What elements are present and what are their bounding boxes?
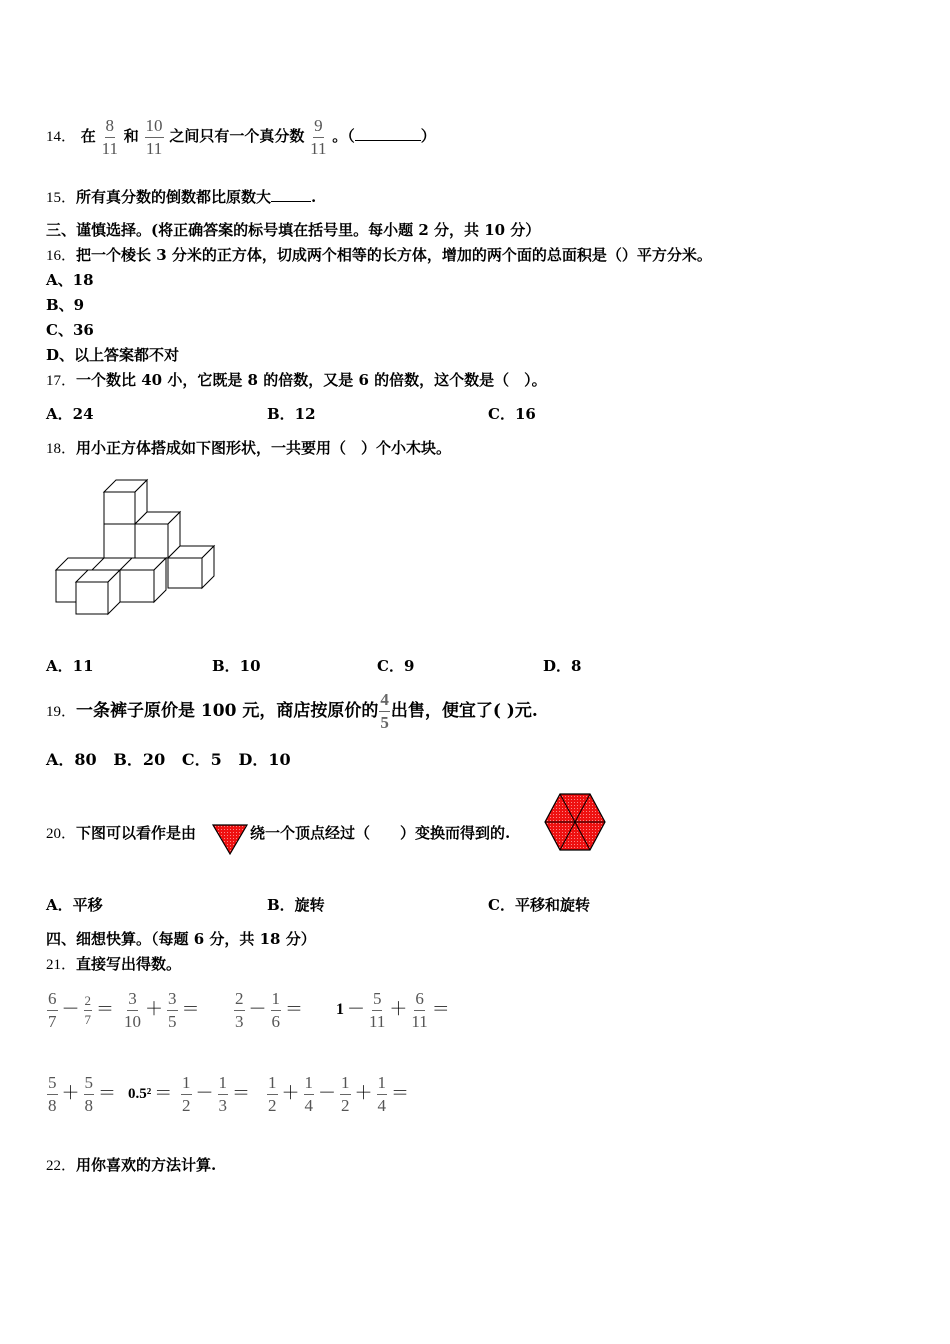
q18-option-d[interactable]: D．8 [543, 657, 582, 675]
q14-text-1: 在 [80, 127, 96, 145]
q14-line [46, 114, 436, 159]
frac-1-2-a: $\frac{1}{2}$ [182, 1072, 191, 1115]
frac-1-4-b: $\frac{1}{4}$ [377, 1072, 386, 1115]
q19-frac-denominator: 5 [380, 713, 389, 732]
frac-5-11: $\frac{5}{11}$ [369, 988, 386, 1031]
q21-line [46, 954, 181, 975]
frac-1-6: $\frac{1}{6}$ [271, 988, 280, 1031]
q16-option-b[interactable]: B、9 [46, 296, 85, 314]
q19-option-d[interactable]: D．10 [238, 750, 291, 769]
q18-option-b[interactable]: B．10 [212, 657, 261, 675]
q20-option-a[interactable]: A．平移 [46, 896, 103, 914]
q20-text-left [46, 823, 196, 844]
q21-text: 直接写出得数。 [76, 955, 182, 973]
q14-text-5: ） [420, 127, 436, 145]
frac-5-8-b: $\frac{5}{8}$ [84, 1072, 93, 1115]
frac-1-2-b: $\frac{1}{2}$ [268, 1072, 277, 1115]
q18-text: 用小正方体搭成如下图形状，一共要用（ ）个小木块。 [76, 439, 452, 457]
q19-number: 19． [46, 704, 77, 720]
q16-option-c[interactable]: C、36 [46, 321, 94, 339]
q18-number: 18． [46, 441, 77, 457]
q19-frac-numerator: 4 [379, 691, 390, 712]
q21-expr-2: $\frac{3}{10}$ ＋ $\frac{3}{5}$ ＝ [124, 988, 200, 1031]
q14-text-2: 和 [123, 127, 139, 145]
q17-line [46, 370, 547, 391]
q14-text-3: 之间只有一个真分数 [169, 127, 305, 145]
q19-text-1: 一条裤子原价是 100 元，商店按原价的 [76, 701, 379, 721]
q19-line [46, 688, 538, 735]
q20-text-right [250, 823, 510, 843]
q14-fraction-9-11 [310, 117, 326, 158]
q20-text-2: 绕一个顶点经过（ ）变换而得到的. [250, 824, 511, 842]
q19-option-c[interactable]: C．5 [181, 750, 222, 769]
q22-number: 22． [46, 1158, 77, 1174]
frac-2-7: $\frac{2}{7}$ [84, 992, 91, 1027]
q17-number: 17． [46, 373, 77, 389]
q16-line [46, 245, 712, 266]
q14-f2-numerator: 10 [145, 117, 164, 138]
q15-end: . [311, 188, 317, 206]
section3-title: 三、谨慎选择。(将正确答案的标号填在括号里。每小题 2 分，共 10 分） [46, 221, 541, 239]
q16-option-d[interactable]: D、以上答案都不对 [46, 346, 180, 364]
frac-1-4-a: $\frac{1}{4}$ [304, 1072, 313, 1115]
q19-option-b[interactable]: B．20 [113, 750, 166, 769]
q18-option-a[interactable]: A．11 [46, 657, 94, 675]
q17-text: 一个数比 40 小，它既是 8 的倍数，又是 6 的倍数，这个数是（ ）。 [76, 371, 547, 389]
q18-line [46, 438, 451, 459]
q17-option-b[interactable]: B．12 [267, 405, 316, 423]
q14-number: 14． [46, 129, 77, 145]
red-triangle-icon [211, 822, 249, 856]
q17-option-a[interactable]: A．24 [46, 405, 94, 423]
frac-1-3: $\frac{1}{3}$ [218, 1072, 227, 1115]
q15-text: 所有真分数的倒数都比原数大 [76, 188, 272, 206]
q20-option-b[interactable]: B．旋转 [267, 896, 325, 914]
q16-number: 16． [46, 248, 77, 264]
q14-answer-blank[interactable] [355, 140, 421, 141]
frac-3-10: $\frac{3}{10}$ [124, 988, 141, 1031]
q21-expr-6: 0.5² ＝ [128, 1083, 173, 1104]
q18-option-c[interactable]: C．9 [377, 657, 415, 675]
q14-text-4: 。（ [332, 127, 355, 145]
frac-1-2-c: $\frac{1}{2}$ [341, 1072, 350, 1115]
q20-option-c[interactable]: C．平移和旋转 [488, 896, 590, 914]
q21-expr-5: $\frac{5}{8}$ ＋ $\frac{5}{8}$ ＝ [48, 1072, 116, 1115]
q21-expr-1: $\frac{6}{7}$ － $\frac{2}{7}$ ＝ [48, 988, 114, 1031]
q14-f2-denominator: 11 [145, 138, 163, 158]
q15-answer-blank[interactable] [271, 201, 311, 202]
q16-text: 把一个棱长 3 分米的正方体，切成两个相等的长方体，增加的两个面的总面积是（）平方分米。 [76, 246, 712, 264]
frac-2-3: $\frac{2}{3}$ [235, 988, 244, 1031]
q15-line [46, 187, 316, 208]
q21-expr-3: $\frac{2}{3}$ － $\frac{1}{6}$ ＝ [235, 988, 303, 1031]
red-hexagon-icon [543, 792, 607, 852]
q14-f1-denominator: 11 [101, 138, 118, 158]
q16-option-a[interactable]: A、18 [46, 271, 94, 289]
q19-fraction-4-5 [379, 691, 390, 732]
q21-expr-7: $\frac{1}{2}$ － $\frac{1}{3}$ ＝ [182, 1072, 250, 1115]
q21-number: 21． [46, 957, 77, 973]
q21-decimal: 0.5² [128, 1086, 152, 1102]
q22-text: 用你喜欢的方法计算. [76, 1156, 217, 1174]
q14-fraction-8-11 [102, 117, 118, 158]
cube-stack-figure [50, 474, 220, 620]
q20-text-1: 下图可以看作是由 [76, 824, 197, 842]
q19-option-a[interactable]: A．80 [46, 750, 97, 769]
q19-text-2: 出售，便宜了( )元. [390, 701, 538, 721]
q20-number: 20． [46, 826, 77, 842]
frac-3-5: $\frac{3}{5}$ [168, 988, 177, 1031]
q14-f1-numerator: 8 [105, 117, 116, 138]
q21-one: 1 [336, 1001, 344, 1018]
q19-options [46, 750, 291, 770]
q14-f3-denominator: 11 [310, 138, 327, 158]
frac-6-11: $\frac{6}{11}$ [411, 988, 428, 1031]
q14-f3-numerator: 9 [313, 117, 324, 138]
section4-title: 四、细想快算。（每题 6 分，共 18 分） [46, 930, 316, 948]
q21-expr-4: 1 － $\frac{5}{11}$ ＋ $\frac{6}{11}$ ＝ [336, 988, 450, 1031]
q22-line [46, 1155, 216, 1176]
q21-expr-8: $\frac{1}{2}$ ＋ $\frac{1}{4}$ － $\frac{1}{2}$ ＋ $\frac{1}{4}$ ＝ [268, 1072, 409, 1115]
q14-fraction-10-11 [145, 117, 164, 158]
q15-number: 15． [46, 190, 77, 206]
frac-6-7: $\frac{6}{7}$ [48, 988, 57, 1031]
q17-option-c[interactable]: C．16 [488, 405, 536, 423]
frac-5-8-a: $\frac{5}{8}$ [48, 1072, 57, 1115]
